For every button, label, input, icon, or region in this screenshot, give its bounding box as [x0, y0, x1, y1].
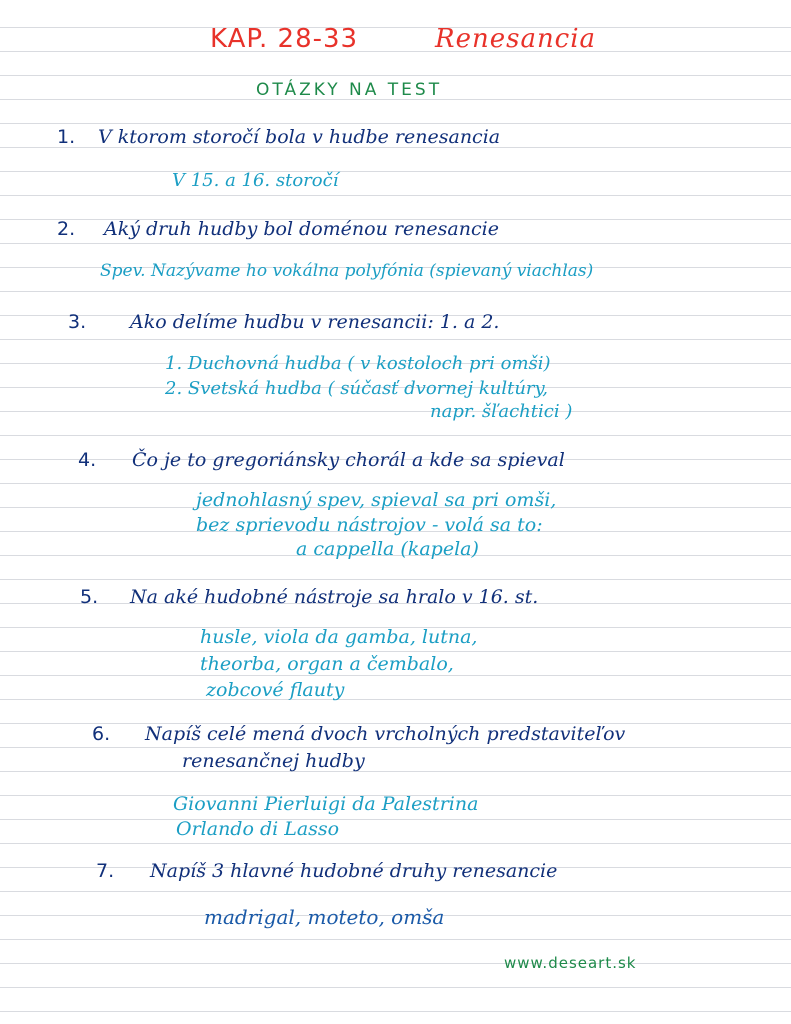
question-text: Čo je to gregoriánsky chorál a kde sa spieval — [132, 449, 565, 471]
answer-line: theorba, organ a čembalo, — [200, 653, 454, 675]
answer-line: jednohlasný spev, spieval sa pri omši, — [196, 489, 557, 511]
answer-line: Orlando di Lasso — [176, 818, 340, 840]
question-text: Napíš celé mená dvoch vrcholných predstaviteľov — [145, 723, 626, 745]
question-number: 2. — [57, 218, 76, 240]
answer-line: bez sprievodu nástrojov - volá sa to: — [196, 514, 543, 536]
answer-line: madrigal, moteto, omša — [204, 905, 445, 929]
question-number: 3. — [68, 311, 87, 333]
answer-line: Giovanni Pierluigi da Palestrina — [173, 793, 479, 815]
question-number: 6. — [92, 723, 111, 745]
answer-line: 2. Svetská hudba ( súčasť dvornej kultúry, — [165, 378, 549, 399]
question-text: Na aké hudobné nástroje sa hralo v 16. st. — [130, 586, 539, 608]
answer-line: napr. šľachtici ) — [430, 401, 573, 422]
question-number: 7. — [96, 860, 115, 882]
answer-line: Spev. Nazývame ho vokálna polyfónia (spievaný viachlas) — [100, 261, 594, 281]
footer-url: www.deseart.sk — [504, 954, 637, 972]
answer-line: a cappella (kapela) — [296, 538, 479, 560]
question-text: Napíš 3 hlavné hudobné druhy renesancie — [150, 860, 558, 882]
topic-title: Renesancia — [435, 24, 597, 54]
chapter-title: KAP. 28-33 — [210, 24, 359, 54]
answer-line: 1. Duchovná hudba ( v kostoloch pri omši) — [165, 353, 551, 374]
page-subtitle: OTÁZKY NA TEST — [256, 80, 443, 100]
question-number: 1. — [57, 126, 76, 148]
question-text: V ktorom storočí bola v hudbe renesancia — [98, 126, 501, 148]
question-text: Ako delíme hudbu v renesancii: 1. a 2. — [130, 311, 500, 333]
question-number: 5. — [80, 586, 99, 608]
answer-line: zobcové flauty — [206, 679, 345, 701]
answer-line: V 15. a 16. storočí — [172, 170, 339, 191]
question-number: 4. — [78, 449, 97, 471]
question-text: Aký druh hudby bol doménou renesancie — [104, 218, 499, 240]
question-text: renesančnej hudby — [182, 750, 365, 772]
answer-line: husle, viola da gamba, lutna, — [200, 626, 478, 648]
